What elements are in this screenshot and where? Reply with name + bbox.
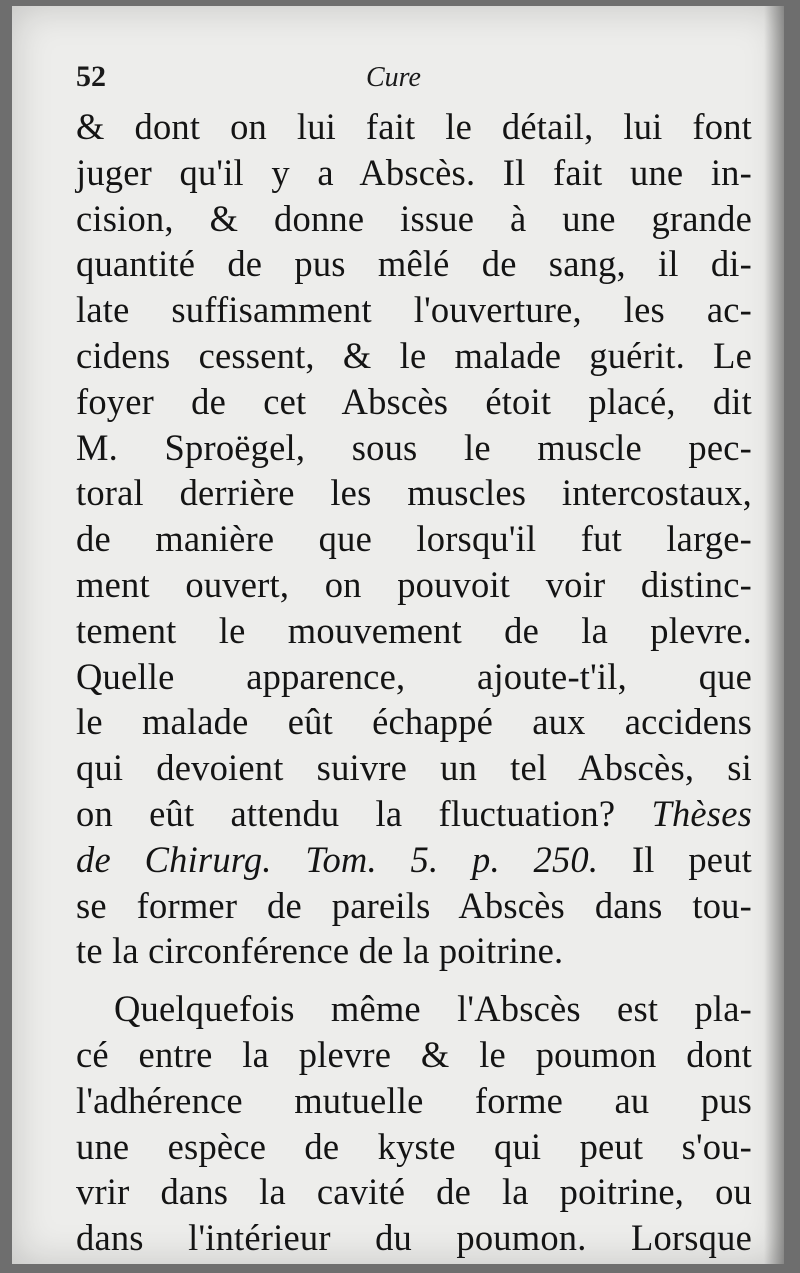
- text-line: late suffisamment l'ouverture, les ac-: [76, 289, 752, 331]
- text-line: [76, 791, 752, 837]
- page-number: 52: [76, 60, 106, 93]
- paragraph-2-line: cé entre la plevre & le poumon dont: [76, 1033, 752, 1075]
- text-line: M. Sproëgel, sous le muscle pec-: [76, 426, 752, 468]
- running-title: Cure: [366, 62, 421, 93]
- book-page: [12, 6, 784, 1264]
- text-line: cidens cessent, & le malade guérit. Le: [76, 334, 752, 376]
- citation-italic: Thèses: [651, 792, 753, 834]
- citation-line: [76, 837, 752, 883]
- body-text: [76, 104, 752, 1261]
- paragraph-2-line: dans l'intérieur du poumon. Lorsque: [76, 1217, 752, 1259]
- text-line: juger qu'il y a Abscès. Il fait une in-: [76, 151, 752, 193]
- text-line: Quelle apparence, ajoute-t'il, que: [76, 655, 752, 697]
- text-line: se former de pareils Abscès dans tou-: [76, 884, 752, 926]
- paragraph-2-line: l'adhérence mutuelle forme au pus: [76, 1079, 752, 1121]
- text-line: ment ouvert, on pouvoit voir distinc-: [76, 563, 752, 605]
- paragraph-2-line: vrir dans la cavité de la poitrine, ou: [76, 1171, 752, 1213]
- text-line: de manière que lorsqu'il fut large-: [76, 518, 752, 560]
- text-line: qui devoient suivre un tel Abscès, si: [76, 747, 752, 789]
- text-line: & dont on lui fait le détail, lui font: [76, 106, 752, 147]
- text-line: toral derrière les muscles intercostaux,: [76, 472, 752, 514]
- citation-italic: de Chirurg. Tom. 5. p. 250.: [76, 838, 599, 880]
- text-line: quantité de pus mêlé de sang, il di-: [76, 243, 752, 285]
- text-line: foyer de cet Abscès étoit placé, dit: [76, 380, 752, 422]
- paragraph-2-line: une espèce de kyste qui peut s'ou-: [76, 1125, 752, 1167]
- text-line: cision, & donne issue à une grande: [76, 197, 752, 239]
- page-header: [76, 60, 736, 100]
- page-edge-shadow: [764, 6, 784, 1264]
- text-line: tement le mouvement de la plevre.: [76, 609, 752, 651]
- text-line: te la circonférence de la poitrine.: [76, 930, 564, 972]
- text-line: le malade eût échappé aux accidens: [76, 701, 752, 743]
- text-line-roman: Il peut: [631, 838, 752, 880]
- paragraph-2-line: Quelquefois même l'Abscès est pla-: [114, 988, 752, 1030]
- text-line-roman: on eût attendu la fluctuation?: [76, 792, 616, 834]
